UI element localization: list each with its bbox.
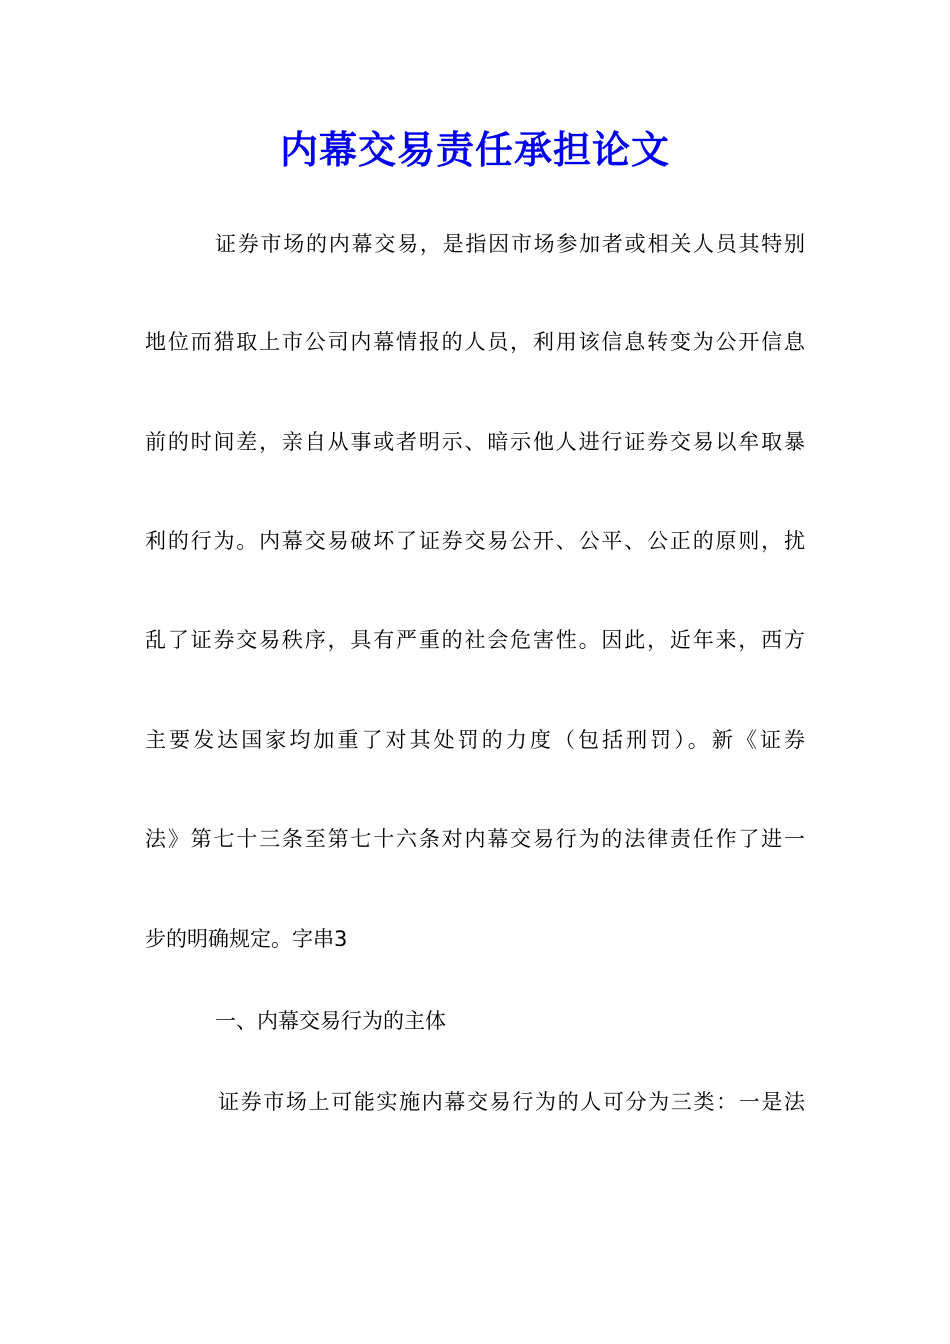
paragraph-line: 主要发达国家均加重了对其处罚的力度（包括刑罚）。新《证券 xyxy=(145,728,805,752)
paragraph-line: 利的行为。内幕交易破坏了证券交易公开、公平、公正的原则，扰 xyxy=(145,529,805,553)
paragraph-line: 乱了证券交易秩序，具有严重的社会危害性。因此，近年来，西方 xyxy=(145,628,805,652)
paragraph-line: 证券市场上可能实施内幕交易行为的人可分为三类：一是法 xyxy=(218,1090,805,1114)
paragraph-line: 证券市场的内幕交易，是指因市场参加者或相关人员其特别 xyxy=(215,232,805,256)
paragraph-line: 地位而猎取上市公司内幕情报的人员，利用该信息转变为公开信息 xyxy=(145,330,805,354)
paragraph-line: 步的明确规定。字串3 xyxy=(145,927,348,951)
paragraph-line: 前的时间差，亲自从事或者明示、暗示他人进行证券交易以牟取暴 xyxy=(145,430,805,454)
section-heading: 一、内幕交易行为的主体 xyxy=(215,1009,446,1033)
document-title: 内幕交易责任承担论文 xyxy=(279,127,670,172)
paragraph-line: 法》第七十三条至第七十六条对内幕交易行为的法律责任作了进一 xyxy=(145,827,805,851)
